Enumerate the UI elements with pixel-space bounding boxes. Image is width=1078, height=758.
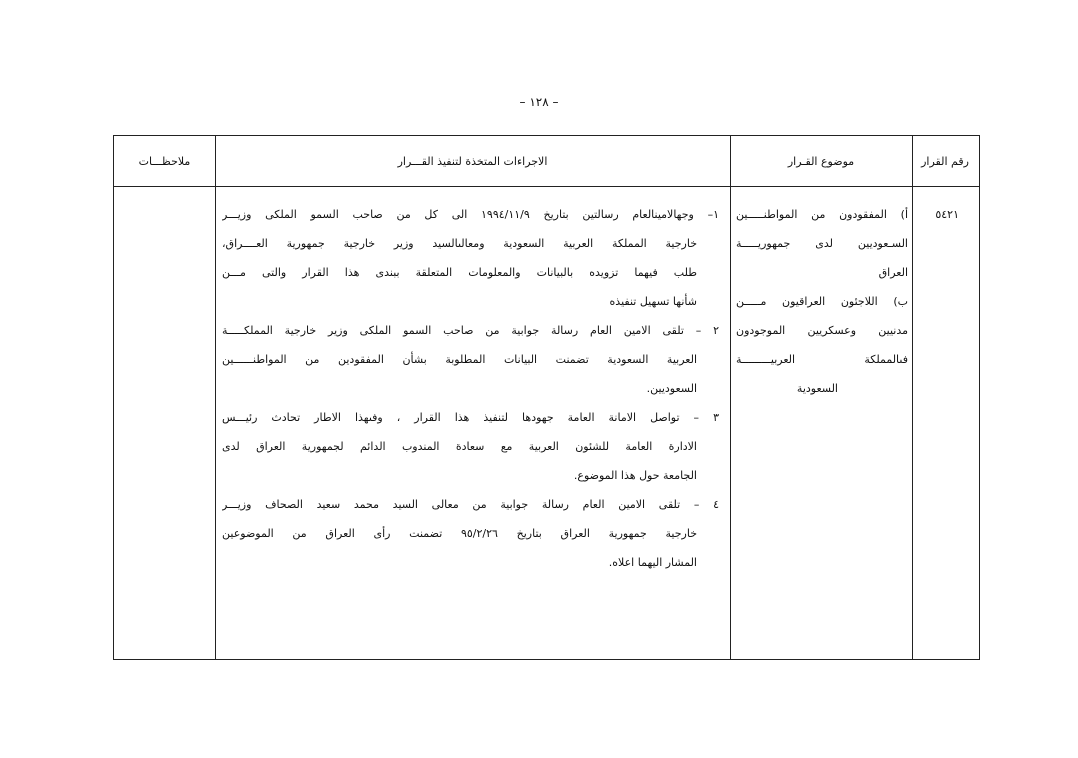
page-number: – ١٢٨ – <box>519 95 559 109</box>
action-line: طلب فيهما تزويده بالبيانات والمعلومات المتعلقة ببندى هذا القرار والتى مـــن <box>222 266 697 279</box>
action-line: الادارة العامة للشئون العربية مع سعادة المندوب الدائم لجمهورية العراق لدى <box>222 440 697 453</box>
subject-line: العراق <box>878 266 908 279</box>
column-divider-subject <box>912 136 913 659</box>
subject-line: أ) المفقودون من المواطنـــــين <box>736 208 908 221</box>
header-divider <box>114 186 979 187</box>
subject-line: ب) اللاجئون العراقيون مـــــن <box>736 295 908 308</box>
decision-number-cell <box>919 200 959 229</box>
column-divider-notes <box>215 136 216 659</box>
subject-line: السـعوديين لدى جمهوريـــــة <box>736 237 908 250</box>
action-line: شأنها تسهيل تنفيذه <box>609 295 697 308</box>
subject-cell <box>736 200 908 403</box>
column-divider-actions <box>730 136 731 659</box>
action-line: السعوديين. <box>646 382 697 395</box>
action-line: خارجية المملكة العربية السعودية ومعالىالسيد وزير خارجية جمهورية العــــراق، <box>222 237 697 250</box>
subject-line: مدنيين وعسكريين الموجودون <box>736 324 908 337</box>
action-line: ١– وجهالامينالعام رسالتين بتاريخ ١٩٩٤/١١/٩ الى كل من صاحب السمو الملكى وزيـــر <box>222 208 719 221</box>
action-line: خارجية جمهورية العراق بتاريخ ٩٥/٢/٢٦ تضمنت رأى العراق من الموضوعين <box>222 527 697 540</box>
action-line: العربية السعودية تضمنت البيانات المطلوبة بشأن المفقودين من المواطنــــــين <box>222 353 697 366</box>
action-line: ٢ – تلقى الامين العام رسالة جوابية من صاحب السمو الملكى وزير خارجية المملكـــــة <box>222 324 719 337</box>
decisions-table <box>113 135 980 660</box>
header-actions: الاجراءات المتخذة لتنفيذ القـــرار <box>397 154 548 168</box>
subject-line: فىالمملكة العربيـــــــــة <box>736 353 908 366</box>
action-line: الجامعة حول هذا الموضوع. <box>573 469 697 482</box>
action-line: ٣ – تواصل الامانة العامة جهودها لتنفيذ هذا القرار ، وفىهذا الاطار تحادث رئيـــس <box>222 411 719 424</box>
decision-number: ٥٤٢١ <box>935 208 959 221</box>
subject-line: السعودية <box>796 382 838 395</box>
action-line: ٤ – تلقى الامين العام رسالة جوابية من معالى السيد محمد سعيد الصحاف وزيـــر <box>222 498 719 511</box>
header-subject: موضوع القـرار <box>787 154 855 168</box>
header-number: رقم القرار <box>921 154 969 168</box>
header-notes: ملاحظـــات <box>138 154 191 168</box>
action-line: المشار اليهما اعلاه. <box>608 556 697 569</box>
actions-cell <box>222 200 719 577</box>
